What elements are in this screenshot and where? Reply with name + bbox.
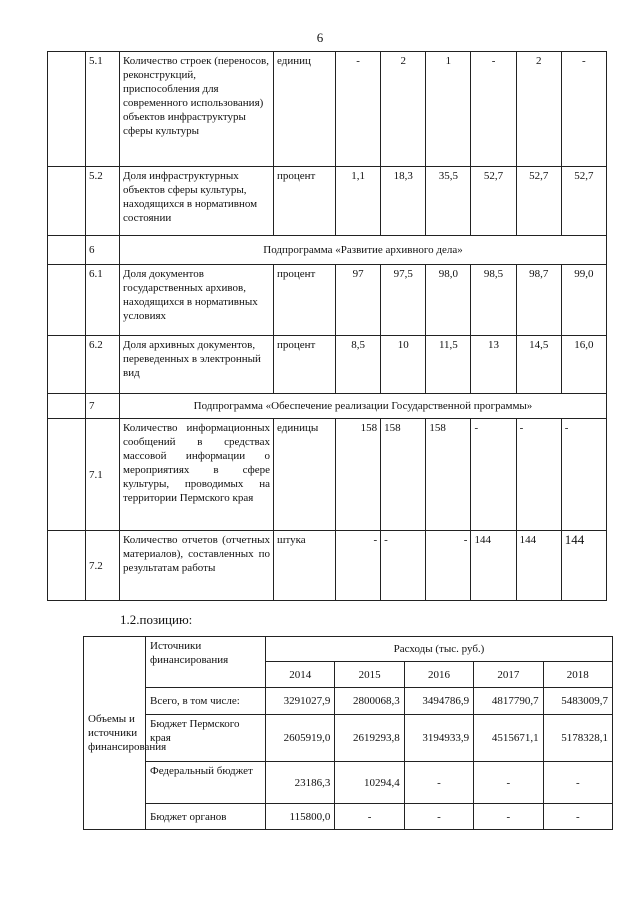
row-number: 7.1 [86, 419, 120, 531]
subprogram-row [48, 394, 607, 419]
value-2016: 98,0 [426, 265, 471, 336]
blank-cell [48, 52, 86, 167]
value-2017: 98,5 [471, 265, 516, 336]
value-2015: 97,5 [381, 265, 426, 336]
financing-row-label: Федеральный бюджет [146, 762, 266, 804]
indicator-text: Доля инфраструктурных объектов сферы культуры, находящихся в нормативном состоянии [120, 167, 274, 236]
row-number: 5.1 [86, 52, 120, 167]
value-2018: 144 [516, 531, 561, 601]
source-header: Источники финансирования [146, 637, 266, 688]
value-2016: 1 [426, 52, 471, 167]
table-row [48, 419, 607, 531]
value-2019: 99,0 [561, 265, 606, 336]
indicator-text: Количество информационных сообщений в средствах массовой информации о мероприятиях в сфере культуры, проводимых на территории Пермского края [120, 419, 274, 531]
value-2019: 144 [561, 531, 606, 601]
table-row [48, 531, 607, 601]
indicator-unit: единиц [274, 52, 336, 167]
financing-row-label: Всего, в том числе: [146, 688, 266, 715]
financing-value: 23186,3 [266, 762, 335, 804]
financing-value: - [543, 762, 612, 804]
indicator-unit: процент [274, 167, 336, 236]
row-number: 7.2 [86, 531, 120, 601]
value-2014: - [336, 52, 381, 167]
financing-value: 3494786,9 [404, 688, 473, 715]
subprogram-title: Подпрограмма «Развитие архивного дела» [120, 236, 607, 265]
year-2014: 2014 [266, 662, 335, 688]
indicator-unit: процент [274, 265, 336, 336]
value-2014: 97 [336, 265, 381, 336]
indicator-unit: штука [274, 531, 336, 601]
value-2015: 18,3 [381, 167, 426, 236]
indicator-text: Доля архивных документов, переведенных в электронный вид [120, 336, 274, 394]
value-2015: 2 [381, 52, 426, 167]
value-2017: - [471, 52, 516, 167]
value-2019: 16,0 [561, 336, 606, 394]
table-row [84, 762, 613, 804]
financing-value: 10294,4 [335, 762, 404, 804]
value-2017: 144 [471, 531, 516, 601]
value-2019: 52,7 [561, 167, 606, 236]
financing-value: 4515671,1 [474, 715, 543, 762]
value-2014: 8,5 [336, 336, 381, 394]
blank-cell [48, 265, 86, 336]
blank-cell [48, 236, 86, 265]
financing-row-label: Бюджет органов [146, 804, 266, 830]
financing-value: - [474, 804, 543, 830]
page-number: 6 [316, 30, 324, 45]
value-2015: 158 [381, 419, 426, 531]
expenses-header: Расходы (тыс. руб.) [266, 637, 613, 662]
subprogram-title: Подпрограмма «Обеспечение реализации Государственной программы» [120, 394, 607, 419]
financing-value: - [543, 804, 612, 830]
blank-cell [48, 419, 86, 531]
value-2018: 98,7 [516, 265, 561, 336]
table-row [48, 167, 607, 236]
subprogram-row [48, 236, 607, 265]
value-2016: 35,5 [426, 167, 471, 236]
blank-cell [48, 336, 86, 394]
financing-value: 3194933,9 [404, 715, 473, 762]
value-2014: 1,1 [336, 167, 381, 236]
row-number: 5.2 [86, 167, 120, 236]
financing-value: 5178328,1 [543, 715, 612, 762]
indicator-text: Количество отчетов (отчетных материалов), составленных по результатам работы [120, 531, 274, 601]
value-2016: - [426, 531, 471, 601]
indicator-unit: единицы [274, 419, 336, 531]
financing-side-label: Объемы и источники финансирования [84, 637, 146, 830]
value-2019: - [561, 52, 606, 167]
value-2015: 10 [381, 336, 426, 394]
row-number: 7 [86, 394, 120, 419]
row-number: 6 [86, 236, 120, 265]
value-2016: 158 [426, 419, 471, 531]
financing-row-label: Бюджет Пермского края [146, 715, 266, 762]
financing-value: 5483009,7 [543, 688, 612, 715]
value-2018: - [516, 419, 561, 531]
indicators-table [47, 51, 607, 601]
indicator-text: Доля документов государственных архивов, находящихся в нормативных условиях [120, 265, 274, 336]
section-heading: 1.2.позицию: [120, 612, 193, 627]
value-2017: - [471, 419, 516, 531]
financing-table [83, 636, 613, 830]
value-2019: - [561, 419, 606, 531]
financing-value: 4817790,7 [474, 688, 543, 715]
blank-cell [48, 167, 86, 236]
value-2018: 14,5 [516, 336, 561, 394]
financing-value: - [404, 762, 473, 804]
financing-value: - [404, 804, 473, 830]
value-2017: 13 [471, 336, 516, 394]
financing-value: 2800068,3 [335, 688, 404, 715]
table-row [84, 715, 613, 762]
year-2018: 2018 [543, 662, 612, 688]
blank-cell [48, 394, 86, 419]
financing-value: - [474, 762, 543, 804]
year-2016: 2016 [404, 662, 473, 688]
table-row [84, 804, 613, 830]
value-2018: 2 [516, 52, 561, 167]
table-row [48, 52, 607, 167]
value-2018: 52,7 [516, 167, 561, 236]
table-row [48, 265, 607, 336]
financing-value: 3291027,9 [266, 688, 335, 715]
value-2016: 11,5 [426, 336, 471, 394]
financing-value: - [335, 804, 404, 830]
value-2014: - [336, 531, 381, 601]
value-2017: 52,7 [471, 167, 516, 236]
row-number: 6.1 [86, 265, 120, 336]
financing-value: 2619293,8 [335, 715, 404, 762]
table-row [48, 336, 607, 394]
year-2015: 2015 [335, 662, 404, 688]
financing-value: 115800,0 [266, 804, 335, 830]
value-2014: 158 [336, 419, 381, 531]
indicator-unit: процент [274, 336, 336, 394]
blank-cell [48, 531, 86, 601]
financing-value: 2605919,0 [266, 715, 335, 762]
indicator-text: Количество строек (переносов, реконструкций, приспособления для современного использования) объектов инфраструктуры сферы культуры [120, 52, 274, 167]
row-number: 6.2 [86, 336, 120, 394]
value-2015: - [381, 531, 426, 601]
table-row [84, 688, 613, 715]
year-2017: 2017 [474, 662, 543, 688]
table-row [84, 637, 613, 662]
